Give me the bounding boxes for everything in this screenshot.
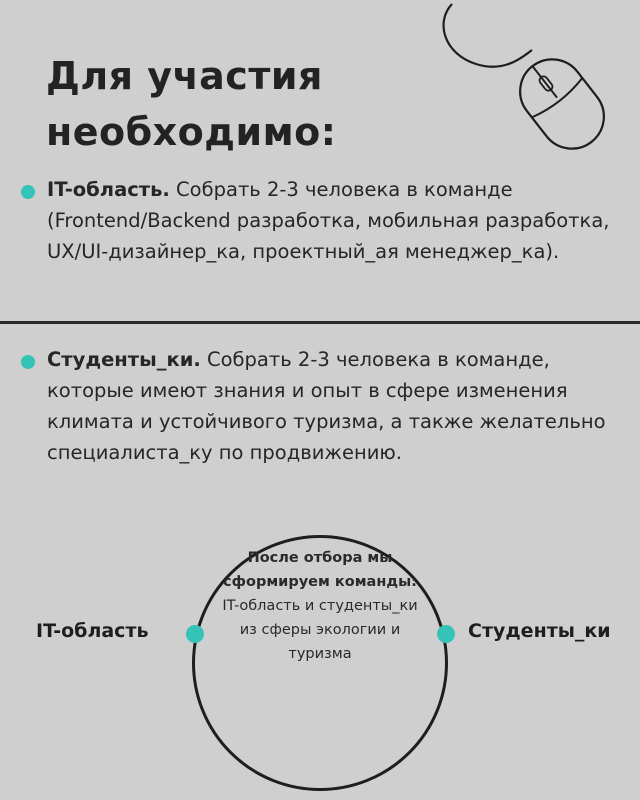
circle-body: IT-область и студенты_ки из сферы экологии и туризма (222, 598, 418, 662)
label-students: Студенты_ки (468, 620, 611, 642)
title-line-2: необходимо: (46, 110, 337, 154)
requirement-it (47, 174, 617, 267)
computer-mouse-icon (430, 0, 640, 160)
left-connector-dot-icon (186, 625, 204, 643)
page-title (46, 48, 336, 160)
requirement-students-heading: Студенты_ки. (47, 348, 201, 371)
requirement-it-heading: IT-область. (47, 178, 170, 201)
title-line-1: Для участия (46, 54, 323, 98)
requirement-students (47, 344, 617, 468)
circle-heading: После отбора мы сформируем команды: (223, 550, 417, 590)
requirement-students-text: Собрать 2-3 человека в команде, которые имеют знания и опыт в сфере изменения климата и устойчивого туризма, а также желательно специалиста_ку по продвижению. (47, 348, 606, 464)
label-it-area: IT-область (36, 620, 149, 642)
teal-dot-icon (21, 355, 35, 369)
right-connector-dot-icon (437, 625, 455, 643)
teal-dot-icon (21, 185, 35, 199)
circle-text (222, 546, 418, 666)
requirement-it-text: Собрать 2-3 человека в команде (Frontend/Backend разработка, мобильная разработка, UX/UI-дизайнер_ка, проектный_ая менеджер_ка). (47, 178, 610, 263)
divider (0, 321, 640, 324)
